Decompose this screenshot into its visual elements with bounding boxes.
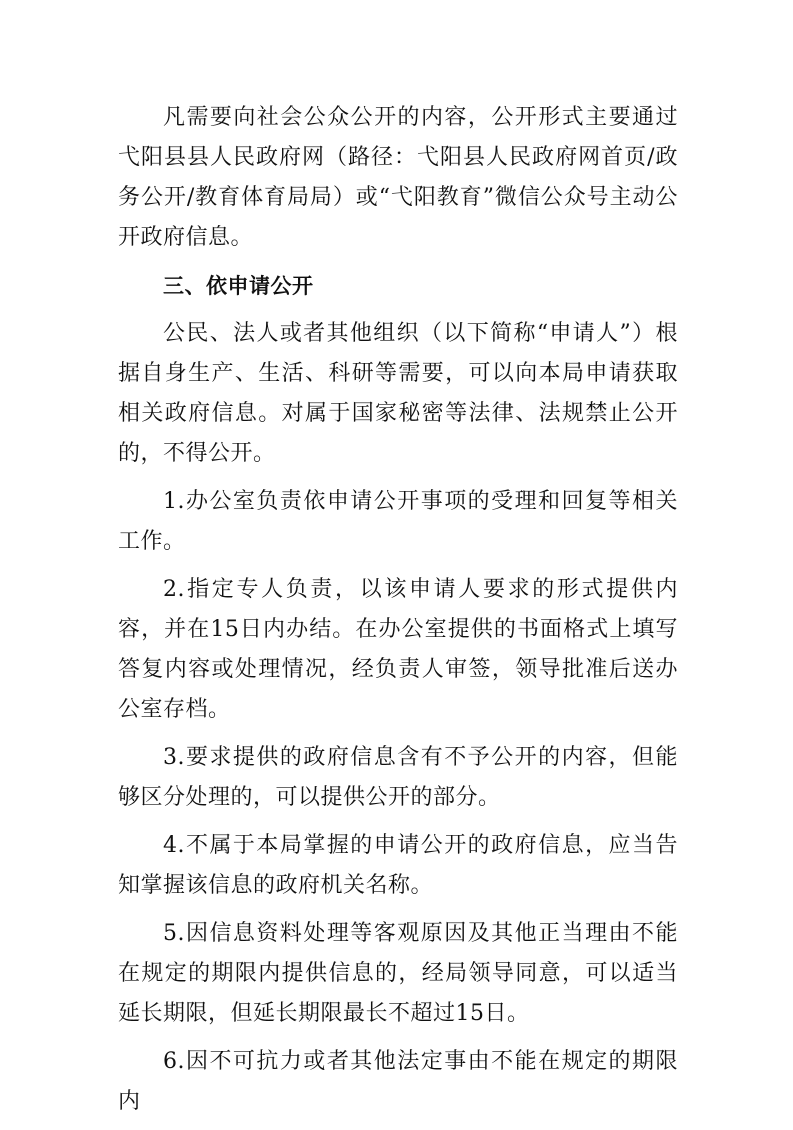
list-item: 2.指定专人负责，以该申请人要求的形式提供内容，并在15日内办结。在办公室提供的书面格式上填写答复内容或处理情况，经负责人审签，领导批准后送办公室存档。: [118, 577, 678, 722]
section-heading: 三、依申请公开: [163, 274, 314, 298]
document-body: [118, 98, 678, 1130]
list-item: 1.办公室负责依申请公开事项的受理和回复等相关工作。: [118, 489, 678, 554]
intro-paragraph: 凡需要向社会公众公开的内容，公开形式主要通过弋阳县县人民政府网（路径：弋阳县人民政府网首页/政务公开/教育体育局局）或“弋阳教育”微信公众号主动公开政府信息。: [118, 105, 678, 250]
list-item: 4.不属于本局掌握的申请公开的政府信息，应当告知掌握该信息的政府机关名称。: [118, 833, 678, 898]
section-intro-paragraph: 公民、法人或者其他组织（以下简称“申请人”）根据自身生产、生活、科研等需要，可以向本局申请获取相关政府信息。对属于国家秘密等法律、法规禁止公开的，不得公开。: [118, 321, 678, 466]
list-item: 3.要求提供的政府信息含有不予公开的内容，但能够区分处理的，可以提供公开的部分。: [118, 745, 678, 810]
list-item: 6.因不可抗力或者其他法定事由不能在规定的期限内: [118, 1049, 678, 1114]
list-item: 5.因信息资料处理等客观原因及其他正当理由不能在规定的期限内提供信息的，经局领导同意，可以适当延长期限，但延长期限最长不超过15日。: [118, 921, 678, 1026]
